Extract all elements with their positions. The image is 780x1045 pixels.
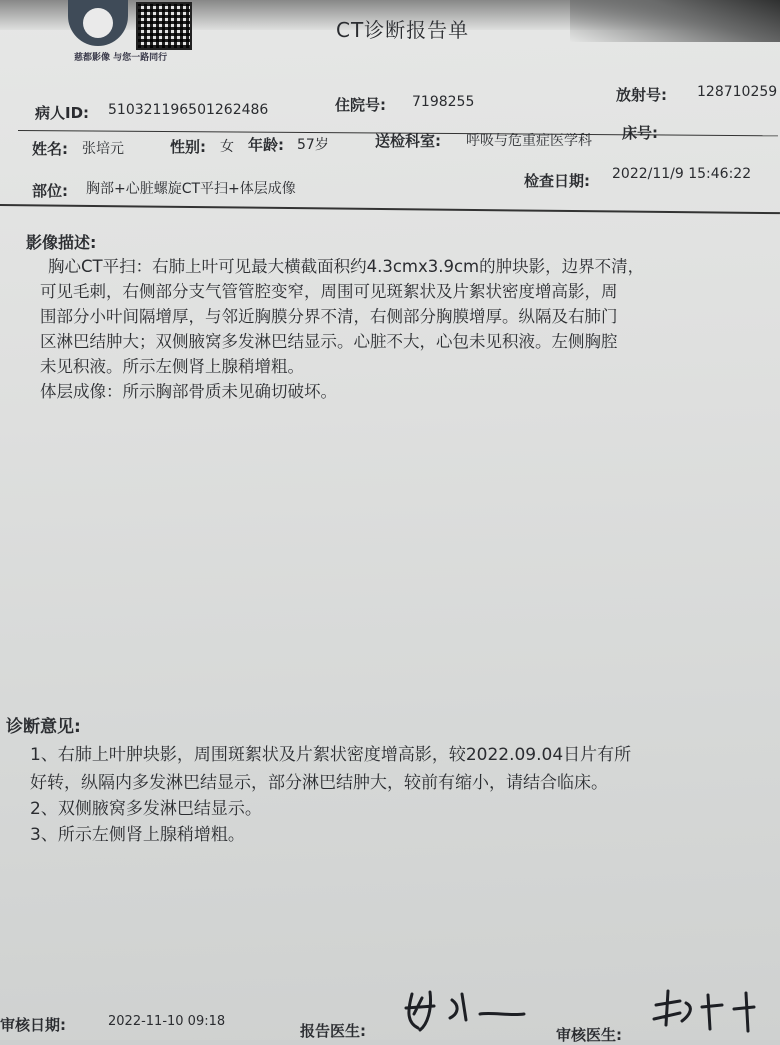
findings-heading: 影像描述: bbox=[26, 233, 97, 252]
exam-date-label: 检查日期: bbox=[524, 172, 590, 190]
inpatient-no: 7198255 bbox=[412, 94, 475, 110]
findings-line: 未见积液。所示左侧肾上腺稍增粗。 bbox=[40, 357, 304, 376]
inpatient-no-label: 住院号: bbox=[335, 96, 386, 114]
findings-line: 胸心CT平扫：右肺上叶可见最大横截面积约4.3cmx3.9cm的肿块影，边界不清， bbox=[48, 257, 645, 276]
site-label: 部位: bbox=[32, 182, 68, 200]
findings-line: 区淋巴结肿大；双侧腋窝多发淋巴结显示。心脏不大，心包未见积液。左侧胸腔 bbox=[40, 332, 618, 351]
reviewer-label: 审核医生: bbox=[556, 1026, 622, 1044]
reviewer-signature bbox=[650, 985, 780, 1035]
sex-label: 性别: bbox=[170, 138, 206, 156]
hospital-logo bbox=[68, 0, 128, 46]
report-doctor-signature bbox=[400, 984, 530, 1034]
diagnosis-line: 好转，纵隔内多发淋巴结显示，部分淋巴结肿大，较前有缩小，请结合临床。 bbox=[30, 773, 608, 793]
diagnosis-line: 1、右肺上叶肿块影，周围斑絮状及片絮状密度增高影，较2022.09.04日片有所 bbox=[30, 745, 632, 765]
exam-site: 胸部+心脏螺旋CT平扫+体层成像 bbox=[86, 181, 296, 197]
exam-date: 2022/11/9 15:46:22 bbox=[612, 166, 752, 182]
radiology-no-label: 放射号: bbox=[616, 86, 667, 104]
diagnosis-heading: 诊断意见: bbox=[6, 717, 81, 737]
radiology-no: 128710259 bbox=[697, 84, 778, 100]
bed-label: 床号: bbox=[622, 124, 658, 142]
review-date: 2022-11-10 09:18 bbox=[108, 1014, 226, 1029]
report-doctor-label: 报告医生: bbox=[300, 1022, 366, 1040]
age: 57岁 bbox=[297, 137, 329, 153]
patient-id-label: 病人ID: bbox=[35, 104, 90, 122]
patient-name: 张培元 bbox=[82, 141, 124, 157]
dept: 呼吸与危重症医学科 bbox=[466, 133, 592, 149]
name-label: 姓名: bbox=[32, 140, 68, 158]
findings-line: 可见毛刺，右侧部分支气管管腔变窄，周围可见斑絮状及片絮状密度增高影，周 bbox=[40, 282, 618, 301]
section-divider bbox=[0, 204, 780, 214]
qr-code-icon bbox=[136, 2, 192, 50]
dept-label: 送检科室: bbox=[375, 132, 441, 150]
sex: 女 bbox=[220, 139, 234, 155]
review-date-label: 审核日期: bbox=[0, 1016, 66, 1034]
age-label: 年龄: bbox=[248, 136, 284, 154]
photo-shadow-corner bbox=[570, 0, 780, 42]
diagnosis-line: 3、所示左侧肾上腺稍增粗。 bbox=[30, 825, 245, 845]
patient-id: 510321196501262486 bbox=[108, 102, 269, 118]
slogan: 慈都影像 与您一路同行 bbox=[74, 53, 168, 63]
report-title: CT诊断报告单 bbox=[336, 18, 470, 42]
findings-line: 体层成像：所示胸部骨质未见确切破坏。 bbox=[40, 382, 337, 401]
findings-line: 围部分小叶间隔增厚，与邻近胸膜分界不清，右侧部分胸膜增厚。纵隔及右肺门 bbox=[40, 307, 618, 326]
diagnosis-line: 2、双侧腋窝多发淋巴结显示。 bbox=[30, 799, 262, 819]
